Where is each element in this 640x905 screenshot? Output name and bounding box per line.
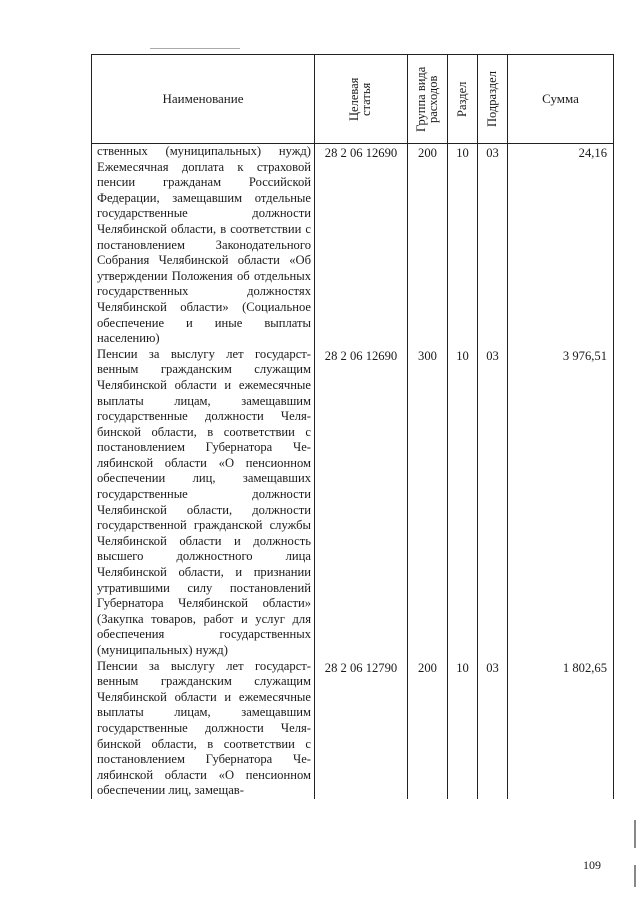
row-group: 300 xyxy=(408,347,448,659)
row-target: 28 2 06 12690 xyxy=(315,347,408,659)
row-subsection: 03 xyxy=(478,347,508,659)
row-subsection: 03 xyxy=(478,659,508,799)
row-subsection: 03 xyxy=(478,144,508,347)
header-name: Наименование xyxy=(92,55,315,144)
header-sum: Сумма xyxy=(508,55,614,144)
row-name: Пенсии за выслугу лет государственным гражданским служащим Челябинской области и ежемесячные выплаты лицам, замещавшим государственные должности Челябинской области, в соответствии с постановлением Губернатора Челябинской области «О пенсионном обеспечении лиц, замещавших государственные должности Челябинской области, должности государственной гражданской службы Челябинской области и должность высшего должностного лица Челябинской области, и признании утратившими силу постановлений Губернатора Челябинской области» (Закупка товаров, работ и услуг для обеспечения государственных (муниципальных) нужд) xyxy=(92,347,315,659)
budget-table xyxy=(91,54,614,799)
row-sum: 3 976,51 xyxy=(508,347,614,659)
row-name: Пенсии за выслугу лет государственным гражданским служащим Челябинской области и ежемесячные выплаты лицам, замещавшим государственные должности Челябинской области, в соответствии с постановлением Губернатора Челябинской области «О пенсионном обеспечении лиц, замещав- xyxy=(92,659,315,799)
header-subsection-label: Подраздел xyxy=(484,71,499,127)
scan-top-rule xyxy=(150,48,240,49)
header-section xyxy=(448,55,478,144)
row-sum: 24,16 xyxy=(508,144,614,347)
header-target-label: Целевая статья xyxy=(347,77,373,121)
row-name: ственных (муниципальных) нужд) Ежемесячная доплата к страховой пенсии гражданам Российской Федерации, замещавшим отдельные государственные должности Челябинской области, в соответствии с постановлением Законодательного Собрания Челябинской области «Об утверждении Положения об отдельных государственных должностях Челябинской области» (Социальное обеспечение и иные выплаты населению) xyxy=(92,144,315,347)
row-section: 10 xyxy=(448,144,478,347)
header-target-article xyxy=(315,55,408,144)
header-subsection xyxy=(478,55,508,144)
row-group: 200 xyxy=(408,144,448,347)
table-row xyxy=(92,144,614,347)
header-section-label: Раздел xyxy=(454,81,469,117)
table-row xyxy=(92,659,614,799)
table-header-row xyxy=(92,55,614,144)
row-target: 28 2 06 12790 xyxy=(315,659,408,799)
row-group: 200 xyxy=(408,659,448,799)
header-expense-group xyxy=(408,55,448,144)
row-section: 10 xyxy=(448,659,478,799)
scan-edge-mark xyxy=(634,865,636,887)
page-number: 109 xyxy=(583,858,601,872)
row-section: 10 xyxy=(448,347,478,659)
row-target: 28 2 06 12690 xyxy=(315,144,408,347)
header-group-label: Группа вида расходов xyxy=(413,66,440,132)
scan-edge-mark xyxy=(634,820,636,848)
row-sum: 1 802,65 xyxy=(508,659,614,799)
table-row xyxy=(92,347,614,659)
